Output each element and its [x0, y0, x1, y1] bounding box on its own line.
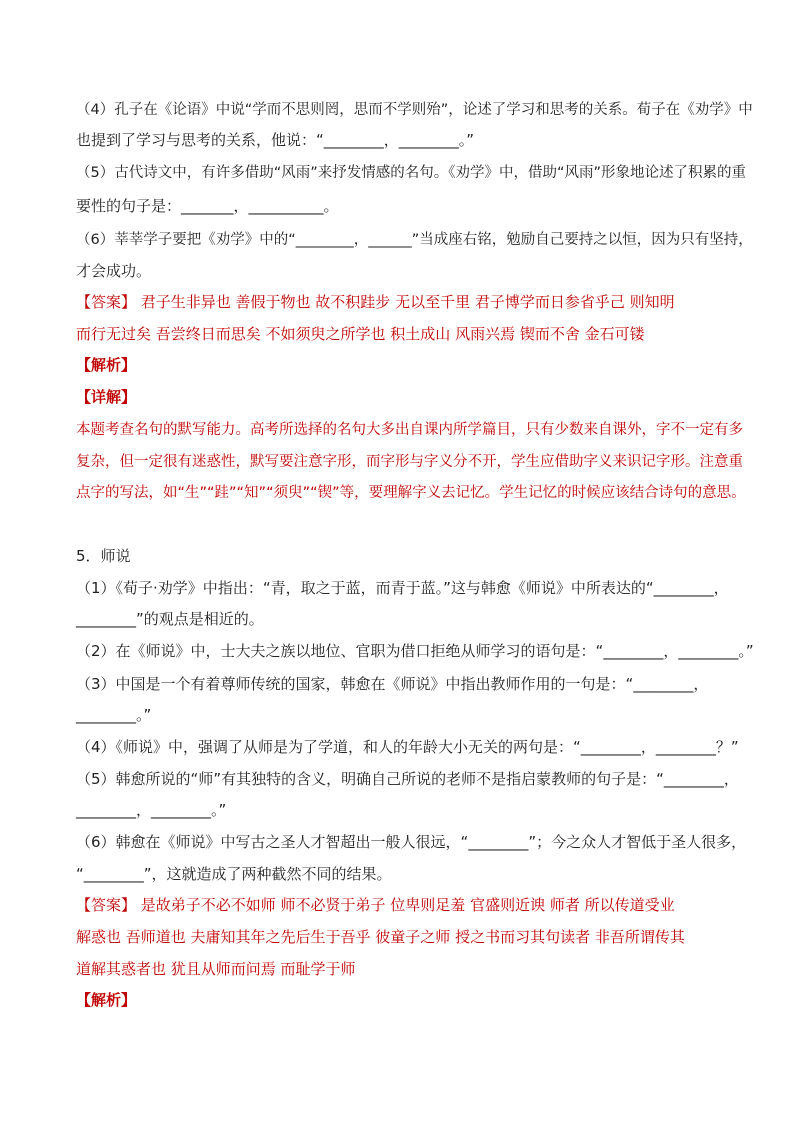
s5-q2-line: （2）在《师说》中，士大夫之族以地位、官职为借口拒绝从师学习的语句是：“________，________。”	[76, 642, 754, 660]
detail-heading: 【详解】	[76, 388, 137, 406]
q4-line-2: 也提到了学习与思考的关系，他说：“________，________。”	[76, 131, 475, 149]
answer-1-line-1: 【答案】 君子生非异也 善假于物也 故不积跬步 无以至千里 君子博学而日参省乎己 则知明	[76, 293, 675, 311]
detail-line-2: 复杂，但一定很有迷惑性，默写要注意字形，而字形与字义分不开，学生应借助字义来识记字形。注意重	[76, 454, 743, 470]
s5-q5-line-2: ________，________。”	[76, 801, 227, 819]
answer-2-line-1: 【答案】 是故弟子不必不如师 师不必贤于弟子 位卑则足羞 官盛则近谀 师者 所以传道受业	[76, 896, 675, 914]
analysis-heading-1: 【解析】	[76, 356, 137, 374]
s5-q3-line-2: ________。”	[76, 706, 152, 724]
detail-line-1: 本题考查名句的默写能力。高考所选择的名句大多出自课内所学篇目，只有少数来自课外，字不一定有多	[76, 422, 743, 438]
analysis-heading-2: 【解析】	[76, 991, 137, 1009]
s5-q6-line-1: （6）韩愈在《师说》中写古之圣人才智超出一般人很远，“________”；今之众人才智低于圣人很多，	[76, 833, 747, 851]
detail-line-3: 点字的写法，如“生”“跬”“知”“须臾”“锲”等，要理解字义去记忆。学生记忆的时候应该结合诗句的意思。	[76, 485, 746, 501]
s5-q4-line: （4）《师说》中，强调了从师是为了学道，和人的年龄大小无关的两句是：“________，________？”	[76, 738, 739, 756]
q5-line-1: （5）古代诗文中，有许多借助“风雨”来抒发情感的名句。《劝学》中，借助“风雨”形象地论述了积累的重	[76, 165, 747, 181]
s5-q3-line-1: （3）中国是一个有着尊师传统的国家，韩愈在《师说》中指出教师作用的一句是：“________，	[76, 675, 709, 693]
section-5-title: 5．师说	[76, 547, 131, 565]
q6-line-1: （6）莘莘学子要把《劝学》中的“________，______”当成座右铭，勉励自己要持之以恒，因为只有坚持，	[76, 232, 753, 248]
q4-line-1: （4）孔子在《论语》中说“学而不思则罔，思而不学则殆”，论述了学习和思考的关系。荀子在《劝学》中	[76, 102, 753, 118]
answer-2-line-2: 解惑也 吾师道也 夫庸知其年之先后生于吾乎 彼童子之师 授之书而习其句读者 非吾所谓传其	[76, 928, 685, 946]
answer-1-line-2: 而行无过矣 吾尝终日而思矣 不如须臾之所学也 积土成山 风雨兴焉 锲而不舍 金石可镂	[76, 325, 645, 343]
s5-q5-line-1: （5）韩愈所说的“师”有其独特的含义，明确自己所说的老师不是指启蒙教师的句子是：“________，	[76, 770, 739, 788]
s5-q6-line-2: “________”，这就造成了两种截然不同的结果。	[76, 865, 392, 883]
q5-line-2: 要性的句子是：_______，__________。	[76, 197, 339, 215]
s5-q1-line-1: （1）《荀子·劝学》中指出：“青，取之于蓝，而青于蓝。”这与韩愈《师说》中所表达的“________，	[76, 579, 729, 597]
s5-q1-line-2: ________”的观点是相近的。	[76, 610, 264, 628]
q6-line-2: 才会成功。	[76, 262, 152, 280]
answer-2-line-3: 道解其惑者也 犹且从师而问焉 而耻学于师	[76, 960, 356, 978]
